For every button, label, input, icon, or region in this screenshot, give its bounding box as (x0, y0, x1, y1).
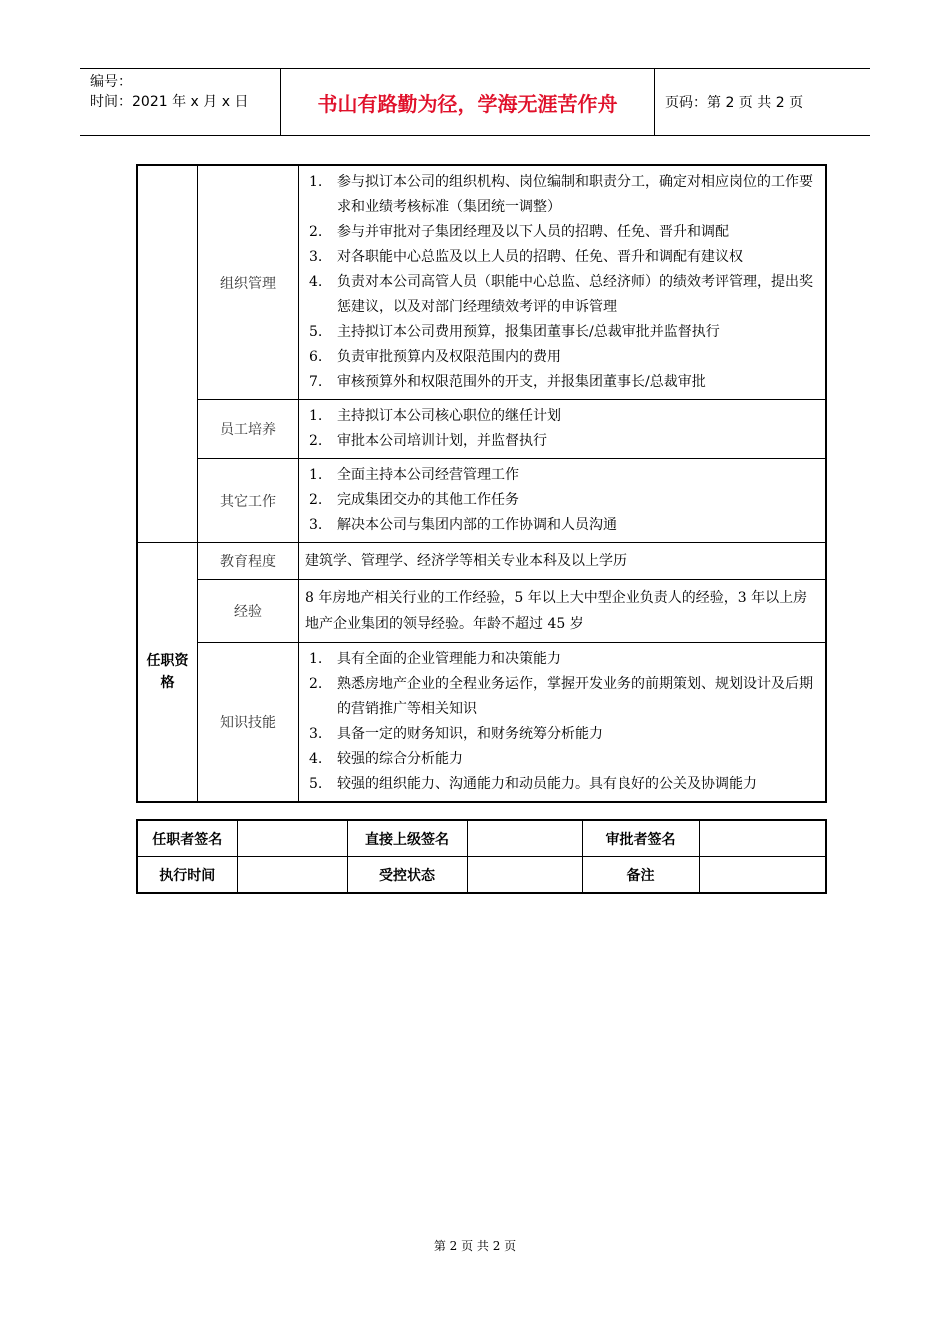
list-item-text: 完成集团交办的其他工作任务 (337, 492, 519, 508)
list-item-text: 负责审批预算内及权限范围内的费用 (337, 349, 561, 365)
list-item (305, 463, 819, 488)
header-page-info: 页码：第 2 页 共 2 页 (665, 95, 804, 111)
duty-label-org: 组织管理 (198, 165, 299, 400)
remarks-field[interactable] (699, 857, 826, 894)
training-duty-list (305, 404, 819, 454)
execution-row (137, 857, 826, 894)
list-item-text: 审批本公司培训计划，并监督执行 (337, 433, 547, 449)
page-footer: 第 2 页 共 2 页 (433, 1239, 517, 1253)
list-item (305, 370, 819, 395)
list-item-number: 7. (309, 374, 323, 390)
control-status-label: 受控状态 (347, 857, 467, 894)
page-header (80, 68, 870, 136)
list-item-text: 较强的组织能力、沟通能力和动员能力。具有良好的公关及协调能力 (337, 776, 757, 792)
list-item (305, 513, 819, 538)
list-item-number: 4. (309, 751, 323, 767)
duty-label-other: 其它工作 (198, 459, 299, 543)
list-item (305, 345, 819, 370)
list-item-number: 2. (309, 224, 323, 240)
list-item-number: 3. (309, 249, 323, 265)
list-item-text: 对各职能中心总监及以上人员的招聘、任免、晋升和调配有建议权 (337, 249, 743, 265)
list-item-number: 2. (309, 676, 323, 692)
qual-row-education (137, 543, 826, 580)
supervisor-field[interactable] (467, 820, 582, 857)
list-item (305, 170, 819, 220)
qual-row-skills (137, 643, 826, 803)
qual-text-education: 建筑学、管理学、经济学等相关专业本科及以上学历 (305, 553, 627, 569)
remarks-label: 备注 (582, 857, 699, 894)
execution-time-label: 执行时间 (137, 857, 237, 894)
list-item-number: 2. (309, 433, 323, 449)
qual-label-education: 教育程度 (198, 543, 299, 580)
list-item-number: 2. (309, 492, 323, 508)
supervisor-label: 直接上级签名 (347, 820, 467, 857)
list-item-number: 5. (309, 324, 323, 340)
document-number-label: 编号： (90, 74, 132, 90)
list-item-number: 6. (309, 349, 323, 365)
list-item-text: 较强的综合分析能力 (337, 751, 463, 767)
list-item-number: 3. (309, 517, 323, 533)
list-item-text: 熟悉房地产企业的全程业务运作，掌握开发业务的前期策划、规划设计及后期的营销推广等相关知识 (337, 676, 813, 717)
list-item-text: 负责对本公司高管人员（职能中心总监、总经济师）的绩效考评管理，提出奖惩建议，以及对部门经理绩效考评的申诉管理 (337, 274, 813, 315)
qual-text-experience: 8 年房地产相关行业的工作经验，5 年以上大中型企业负责人的经验，3 年以上房地产企业集团的领导经验。年龄不超过 45 岁 (305, 590, 808, 632)
other-duty-list (305, 463, 819, 538)
job-description-table (136, 164, 827, 803)
control-status-field[interactable] (467, 857, 582, 894)
list-item-text: 具有全面的企业管理能力和决策能力 (337, 651, 561, 667)
signer-field[interactable] (237, 820, 347, 857)
list-item-number: 4. (309, 274, 323, 290)
qual-row-experience (137, 580, 826, 643)
duty-row-other (137, 459, 826, 543)
list-item (305, 245, 819, 270)
list-item-number: 1. (309, 174, 323, 190)
org-duty-list (305, 170, 819, 395)
list-item (305, 672, 819, 722)
list-item (305, 220, 819, 245)
duties-category-cell (137, 165, 198, 543)
list-item-text: 参与并审批对子集团经理及以下人员的招聘、任免、晋升和调配 (337, 224, 729, 240)
list-item (305, 772, 819, 797)
header-meta (80, 69, 281, 135)
approver-label: 审批者签名 (582, 820, 699, 857)
approver-field[interactable] (699, 820, 826, 857)
list-item-number: 3. (309, 726, 323, 742)
signer-label: 任职者签名 (137, 820, 237, 857)
list-item (305, 647, 819, 672)
qualification-category: 任职资格 (137, 543, 198, 803)
list-item-text: 主持拟订本公司核心职位的继任计划 (337, 408, 561, 424)
list-item-number: 5. (309, 776, 323, 792)
list-item-number: 1. (309, 408, 323, 424)
duty-label-training: 员工培养 (198, 400, 299, 459)
document-date: 时间：2021 年 x 月 x 日 (90, 94, 249, 110)
list-item (305, 320, 819, 345)
list-item-text: 具备一定的财务知识，和财务统筹分析能力 (337, 726, 603, 742)
list-item-text: 解决本公司与集团内部的工作协调和人员沟通 (337, 517, 617, 533)
list-item (305, 488, 819, 513)
signature-row (137, 820, 826, 857)
list-item-text: 主持拟订本公司费用预算，报集团董事长/总裁审批并监督执行 (337, 324, 720, 340)
list-item (305, 747, 819, 772)
duty-row-org (137, 165, 826, 400)
list-item-number: 1. (309, 467, 323, 483)
list-item (305, 429, 819, 454)
signature-table (136, 819, 827, 894)
execution-time-field[interactable] (237, 857, 347, 894)
list-item-text: 参与拟订本公司的组织机构、岗位编制和职责分工，确定对相应岗位的工作要求和业绩考核标准（集团统一调整） (337, 174, 813, 215)
skills-list (305, 647, 819, 797)
qual-label-skills: 知识技能 (198, 643, 299, 803)
list-item (305, 404, 819, 429)
list-item (305, 722, 819, 747)
list-item-text: 审核预算外和权限范围外的开支，并报集团董事长/总裁审批 (337, 374, 706, 390)
list-item-number: 1. (309, 651, 323, 667)
qual-label-experience: 经验 (198, 580, 299, 643)
list-item (305, 270, 819, 320)
duty-row-training (137, 400, 826, 459)
list-item-text: 全面主持本公司经营管理工作 (337, 467, 519, 483)
header-motto: 书山有路勤为径，学海无涯苦作舟 (281, 69, 655, 135)
